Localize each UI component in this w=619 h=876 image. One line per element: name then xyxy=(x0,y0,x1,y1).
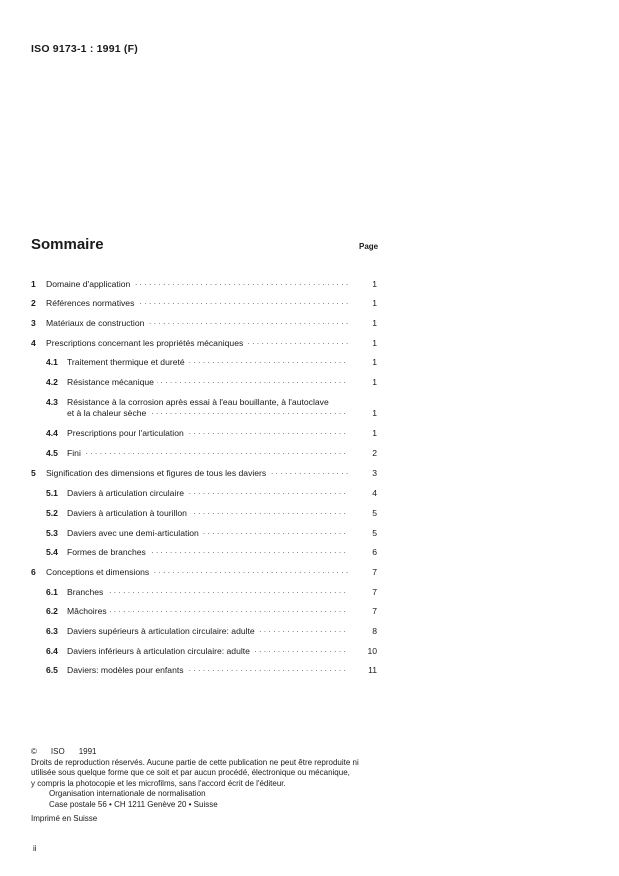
toc-entry-page: 11 xyxy=(368,665,377,675)
toc-entry-4-3-continued[interactable] xyxy=(0,406,619,420)
toc-entry-page: 8 xyxy=(372,626,377,636)
toc-entry-6-4[interactable] xyxy=(0,644,619,658)
toc-entry-number: 4.5 xyxy=(46,448,58,458)
toc-entry-1[interactable] xyxy=(0,277,619,291)
toc-entry-number: 6.4 xyxy=(46,646,58,656)
toc-entry-page: 1 xyxy=(372,338,377,348)
rights-notice-line-2: utilisée sous quelque forme que ce soit et par aucun procédé, électronique ou mécanique, xyxy=(31,768,350,777)
toc-entry-number: 4.2 xyxy=(46,377,58,387)
toc-entry-6-5[interactable] xyxy=(0,663,619,677)
toc-entry-2[interactable] xyxy=(0,296,619,310)
toc-entry-text: Prescriptions pour l'articulation . . . xyxy=(67,426,349,440)
copyright-line xyxy=(31,747,381,758)
toc-entry-text: Conceptions et dimensions . . . xyxy=(46,565,349,579)
toc-entry-text: Daviers à articulation circulaire . . . xyxy=(67,486,349,500)
toc-entry-number: 3 xyxy=(31,318,36,328)
toc-entry-page: 1 xyxy=(372,279,377,289)
toc-entry-page: 7 xyxy=(372,567,377,577)
toc-title: Sommaire xyxy=(31,236,104,253)
toc-entry-page: 1 xyxy=(372,318,377,328)
toc-entry-page: 1 xyxy=(372,408,377,418)
toc-entry-page: 5 xyxy=(372,528,377,538)
toc-entry-number: 2 xyxy=(31,298,36,308)
toc-entry-text: Prescriptions concernant les propriétés mécaniques . . . xyxy=(46,336,349,350)
toc-entry-page: 1 xyxy=(372,357,377,367)
toc-entry-text: Traitement thermique et dureté . . . xyxy=(67,355,349,369)
toc-entry-page: 7 xyxy=(372,606,377,616)
toc-entry-5-3[interactable] xyxy=(0,526,619,540)
toc-entry-4-2[interactable] xyxy=(0,375,619,389)
page-number: ii xyxy=(33,844,37,853)
toc-entry-page: 3 xyxy=(372,468,377,478)
toc-entry-text: Fini . . . xyxy=(67,446,349,460)
toc-entry-text: Mâchoires . . . xyxy=(67,604,349,618)
toc-entry-page: 7 xyxy=(372,587,377,597)
toc-entry-4-5[interactable] xyxy=(0,446,619,460)
toc-entry-page: 5 xyxy=(372,508,377,518)
toc-entry-number: 5.4 xyxy=(46,547,58,557)
toc-entry-text: Signification des dimensions et figures de tous les daviers . . . xyxy=(46,466,349,480)
toc-entry-text: Daviers: modèles pour enfants . . . xyxy=(67,663,349,677)
toc-entry-number: 5.2 xyxy=(46,508,58,518)
copyright-year: 1991 xyxy=(78,747,97,756)
toc-entry-4[interactable] xyxy=(0,336,619,350)
organisation-address: Case postale 56 • CH 1211 Genève 20 • Suisse xyxy=(49,799,218,809)
toc-entry-5-4[interactable] xyxy=(0,545,619,559)
rights-notice-line-3: y compris la photocopie et les microfilms, sans l'accord écrit de l'éditeur. xyxy=(31,778,286,788)
toc-entry-number: 4.3 xyxy=(46,397,58,407)
toc-entry-text: Références normatives . . . xyxy=(46,296,349,310)
toc-entry-6[interactable] xyxy=(0,565,619,579)
toc-entry-5[interactable] xyxy=(0,466,619,480)
toc-entry-page: 6 xyxy=(372,547,377,557)
toc-entry-5-2[interactable] xyxy=(0,506,619,520)
toc-entry-text: Matériaux de construction . . . xyxy=(46,316,349,330)
toc-entry-text: Daviers à articulation à tourillon . . . xyxy=(67,506,349,520)
copyright-symbol: © xyxy=(31,747,37,756)
toc-entry-number: 4.4 xyxy=(46,428,58,438)
rights-notice-line-1: Droits de reproduction réservés. Aucune partie de cette publication ne peut être reproduite ni xyxy=(31,757,359,767)
toc-entry-text: Daviers inférieurs à articulation circulaire: adulte . . . xyxy=(67,644,349,658)
toc-entry-text: Daviers avec une demi-articulation . . . xyxy=(67,526,349,540)
toc-entry-4-1[interactable] xyxy=(0,355,619,369)
toc-entry-page: 1 xyxy=(372,377,377,387)
toc-entry-number: 4 xyxy=(31,338,36,348)
toc-entry-text: Branches . . . xyxy=(67,585,349,599)
toc-entry-number: 5.1 xyxy=(46,488,58,498)
toc-entry-page: 4 xyxy=(372,488,377,498)
toc-entry-number: 6.2 xyxy=(46,606,58,616)
document-header: ISO 9173-1 : 1991 (F) xyxy=(31,43,138,55)
toc-entry-text: Domaine d'application . . . xyxy=(46,277,349,291)
toc-entry-page: 2 xyxy=(372,448,377,458)
toc-entry-6-1[interactable] xyxy=(0,585,619,599)
toc-entry-number: 5.3 xyxy=(46,528,58,538)
toc-entry-3[interactable] xyxy=(0,316,619,330)
toc-entry-text-continued: et à la chaleur sèche . . . xyxy=(67,406,349,420)
toc-entry-number: 6.5 xyxy=(46,665,58,675)
toc-entry-5-1[interactable] xyxy=(0,486,619,500)
printed-in: Imprimé en Suisse xyxy=(31,814,98,823)
toc-entry-text: Résistance mécanique . . . xyxy=(67,375,349,389)
toc-entry-number: 6.1 xyxy=(46,587,58,597)
toc-entry-number: 6.3 xyxy=(46,626,58,636)
toc-entry-text: Formes de branches . . . xyxy=(67,545,349,559)
toc-entry-number: 1 xyxy=(31,279,36,289)
toc-entry-6-2[interactable] xyxy=(0,604,619,618)
toc-entry-page: 1 xyxy=(372,428,377,438)
organisation-name: Organisation internationale de normalisation xyxy=(49,789,206,798)
toc-entry-page: 1 xyxy=(372,298,377,308)
toc-entry-page: 10 xyxy=(367,646,377,656)
toc-entry-4-4[interactable] xyxy=(0,426,619,440)
toc-entry-6-3[interactable] xyxy=(0,624,619,638)
toc-entry-text: Résistance à la corrosion après essai à l'eau bouillante, à l'autoclave xyxy=(67,397,329,407)
copyright-footer xyxy=(31,747,381,825)
toc-entry-text: Daviers supérieurs à articulation circulaire: adulte . . . xyxy=(67,624,349,638)
toc-entry-number: 6 xyxy=(31,567,36,577)
toc-entry-number: 5 xyxy=(31,468,36,478)
toc-entry-number: 4.1 xyxy=(46,357,58,367)
copyright-org: ISO xyxy=(50,747,65,756)
toc-page-column-label: Page xyxy=(359,242,379,251)
